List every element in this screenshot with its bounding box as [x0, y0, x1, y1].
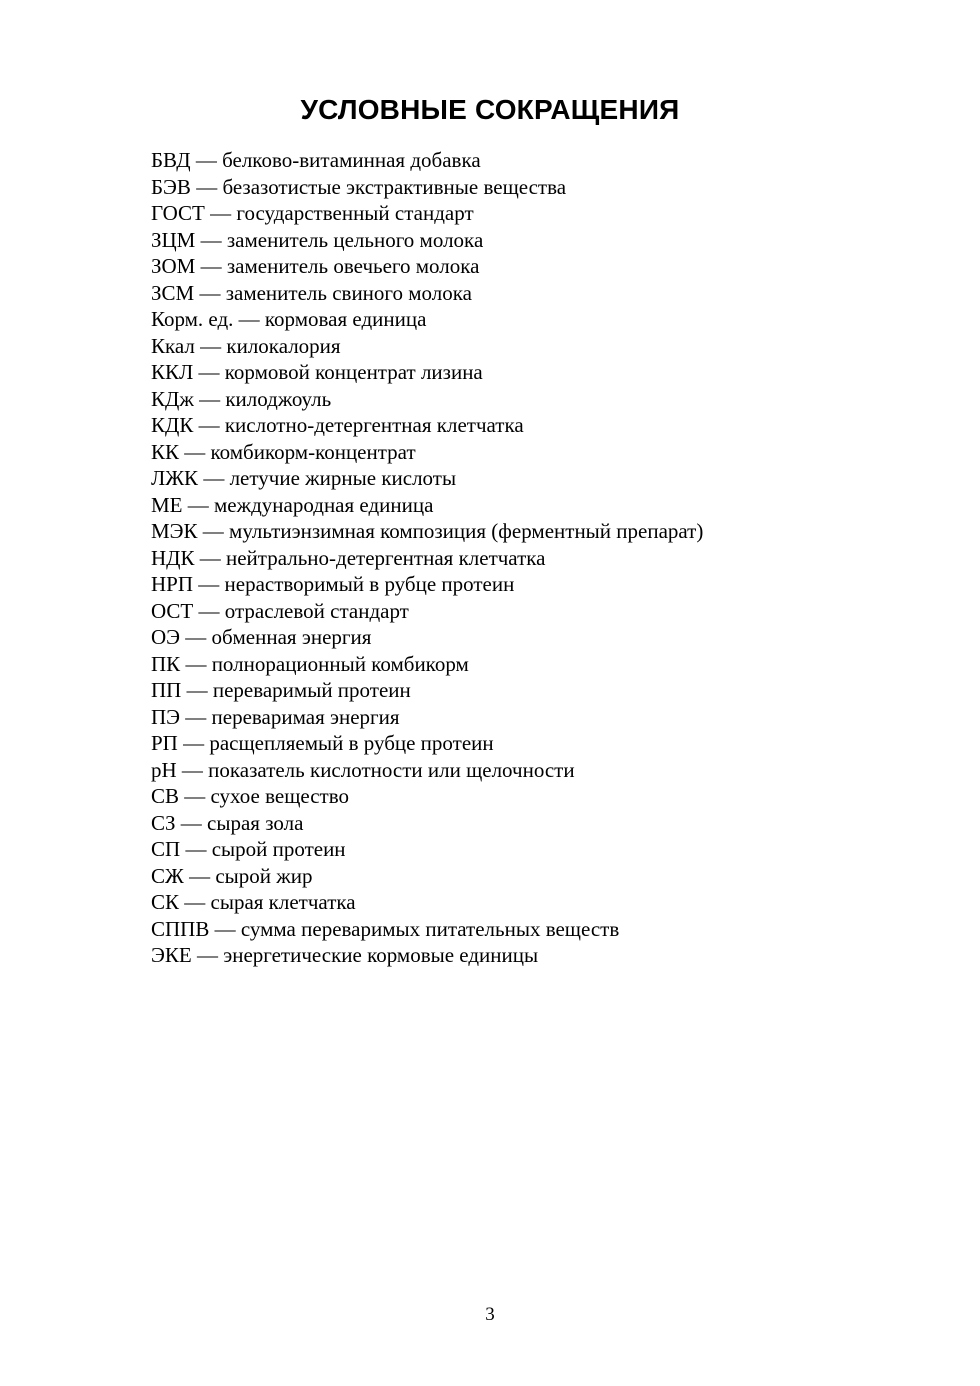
abbreviation-separator: — — [193, 572, 225, 596]
abbreviation-entry — [151, 889, 703, 916]
abbreviation-meaning: сырая клетчатка — [210, 890, 356, 914]
abbreviation-separator: — — [181, 678, 213, 702]
abbreviation-entry — [151, 810, 703, 837]
abbreviation-separator: — — [179, 784, 211, 808]
abbreviation-entry — [151, 333, 703, 360]
abbreviation-term: Корм. ед. — [151, 307, 234, 331]
abbreviation-meaning: полнорационный комбикорм — [211, 651, 469, 676]
abbreviation-term: РП — [151, 731, 178, 755]
abbreviation-entry — [151, 571, 703, 598]
abbreviation-meaning: кислотно-детергентная клетчатка — [224, 413, 524, 437]
abbreviation-separator: — — [182, 492, 214, 517]
abbreviation-meaning: энергетические кормовые единицы — [223, 943, 539, 967]
abbreviation-meaning: сумма переваримых питательных веществ — [240, 916, 620, 941]
abbreviation-term: КК — [151, 439, 180, 464]
abbreviation-meaning: нейтрально-детергентная клетчатка — [226, 545, 546, 570]
abbreviation-separator: — — [194, 545, 226, 570]
abbreviation-entry — [151, 200, 703, 227]
abbreviation-term: ПК — [151, 651, 181, 676]
page-title: УСЛОВНЫЕ СОКРАЩЕНИЯ — [300, 94, 680, 125]
abbreviation-entry — [151, 174, 703, 201]
abbreviation-meaning: белково-витаминная добавка — [222, 148, 481, 172]
abbreviation-meaning: комбикорм-концентрат — [210, 439, 416, 464]
abbreviation-term: НДК — [151, 545, 195, 570]
abbreviation-term: ЗОМ — [151, 254, 196, 278]
abbreviation-term: СЖ — [151, 863, 184, 888]
abbreviation-entry — [151, 624, 703, 651]
abbreviation-separator: — — [193, 386, 226, 411]
abbreviation-term: pH — [151, 757, 177, 782]
abbreviation-meaning: летучие жирные кислоты — [229, 466, 457, 490]
abbreviation-term: СППВ — [151, 916, 210, 941]
abbreviation-meaning: кормовая единица — [264, 307, 427, 331]
abbreviation-term: СК — [151, 890, 180, 914]
abbreviation-meaning: кормовой концентрат лизина — [224, 360, 483, 384]
abbreviation-separator: — — [183, 863, 216, 888]
abbreviation-separator: — — [180, 704, 212, 729]
abbreviation-meaning: безазотистые экстрактивные вещества — [222, 174, 567, 199]
abbreviation-entry — [151, 280, 703, 307]
abbreviation-separator: — — [179, 890, 211, 914]
abbreviation-meaning: государственный стандарт — [236, 201, 474, 225]
abbreviation-entry — [151, 942, 703, 969]
abbreviation-entry — [151, 518, 703, 545]
abbreviation-term: БВД — [151, 148, 191, 172]
abbreviation-separator: — — [204, 201, 237, 225]
abbreviation-meaning: сырая зола — [207, 810, 304, 835]
abbreviation-meaning: килокалория — [226, 333, 341, 358]
abbreviation-separator: — — [194, 333, 227, 358]
abbreviation-separator: — — [175, 810, 208, 835]
abbreviation-meaning: нерастворимый в рубце протеин — [224, 572, 515, 596]
abbreviation-term: НРП — [151, 572, 194, 596]
abbreviation-term: МЕ — [151, 492, 183, 517]
abbreviation-meaning: переваримый протеин — [212, 678, 411, 702]
abbreviation-separator: — — [198, 466, 230, 490]
abbreviation-separator: — — [191, 943, 224, 967]
abbreviation-entry — [151, 386, 703, 413]
abbreviation-meaning: мультиэнзимная композиция (ферментный препарат) — [229, 519, 704, 543]
abbreviation-entry — [151, 492, 703, 519]
abbreviation-term: Ккал — [151, 333, 195, 358]
abbreviation-separator: — — [195, 254, 227, 278]
abbreviation-meaning: заменитель цельного молока — [226, 227, 484, 252]
abbreviation-separator: — — [177, 731, 210, 755]
abbreviation-meaning: переваримая энергия — [211, 704, 400, 729]
abbreviation-entry — [151, 412, 703, 439]
abbreviation-separator: — — [190, 174, 223, 199]
abbreviation-term: ОЭ — [151, 625, 181, 649]
abbreviation-separator: — — [193, 598, 225, 623]
abbreviation-term: ЛЖК — [151, 466, 199, 490]
abbreviation-separator: — — [180, 837, 212, 861]
abbreviation-entry — [151, 916, 703, 943]
abbreviation-entry — [151, 545, 703, 572]
abbreviation-entry — [151, 439, 703, 466]
abbreviation-entry — [151, 730, 703, 757]
abbreviation-entry — [151, 227, 703, 254]
abbreviation-term: БЭВ — [151, 174, 191, 199]
abbreviation-term: КДж — [151, 386, 194, 411]
abbreviation-meaning: сухое вещество — [210, 784, 349, 808]
abbreviation-entry — [151, 757, 703, 784]
abbreviation-term: ККЛ — [151, 360, 194, 384]
abbreviation-entry — [151, 863, 703, 890]
abbreviation-separator: — — [197, 519, 230, 543]
abbreviation-entry — [151, 253, 703, 280]
abbreviation-term: СЗ — [151, 810, 176, 835]
abbreviation-entry — [151, 783, 703, 810]
abbreviation-entry — [151, 677, 703, 704]
abbreviation-meaning: международная единица — [214, 492, 434, 517]
abbreviation-term: ГОСТ — [151, 201, 205, 225]
abbreviation-term: ЭКЕ — [151, 943, 192, 967]
abbreviation-meaning: показатель кислотности или щелочности — [208, 757, 575, 782]
abbreviation-separator: — — [193, 413, 225, 437]
abbreviation-separator: — — [180, 651, 212, 676]
abbreviation-term: МЭК — [151, 519, 198, 543]
abbreviation-term: СВ — [151, 784, 180, 808]
abbreviation-entry — [151, 704, 703, 731]
abbreviation-meaning: сырой протеин — [211, 837, 346, 861]
abbreviation-term: ПП — [151, 678, 182, 702]
abbreviation-term: КДК — [151, 413, 194, 437]
abbreviation-meaning: отраслевой стандарт — [224, 598, 409, 623]
abbreviation-entry — [151, 306, 703, 333]
abbreviation-meaning: килоджоуль — [225, 386, 332, 411]
abbreviation-separator: — — [233, 307, 265, 331]
abbreviation-separator: — — [190, 148, 223, 172]
abbreviation-separator: — — [209, 916, 241, 941]
abbreviation-entry — [151, 147, 703, 174]
abbreviation-term: СП — [151, 837, 181, 861]
abbreviation-separator: — — [194, 280, 226, 305]
abbreviation-meaning: сырой жир — [215, 863, 313, 888]
abbreviation-list — [151, 147, 703, 969]
abbreviation-separator: — — [179, 439, 211, 464]
abbreviation-term: ЗСМ — [151, 280, 195, 305]
abbreviation-entry — [151, 359, 703, 386]
abbreviation-term: ОСТ — [151, 598, 194, 623]
abbreviation-meaning: обменная энергия — [211, 625, 372, 649]
abbreviation-entry — [151, 836, 703, 863]
page-number: 3 — [485, 1304, 495, 1325]
abbreviation-meaning: расщепляемый в рубце протеин — [209, 731, 494, 755]
abbreviation-entry — [151, 465, 703, 492]
abbreviation-entry — [151, 598, 703, 625]
abbreviation-meaning: заменитель овечьего молока — [226, 254, 480, 278]
abbreviation-separator: — — [195, 227, 227, 252]
abbreviation-meaning: заменитель свиного молока — [225, 280, 472, 305]
abbreviation-term: ПЭ — [151, 704, 181, 729]
abbreviation-separator: — — [176, 757, 209, 782]
abbreviation-separator: — — [180, 625, 212, 649]
abbreviation-term: ЗЦМ — [151, 227, 196, 252]
abbreviation-separator: — — [193, 360, 225, 384]
abbreviation-entry — [151, 651, 703, 678]
